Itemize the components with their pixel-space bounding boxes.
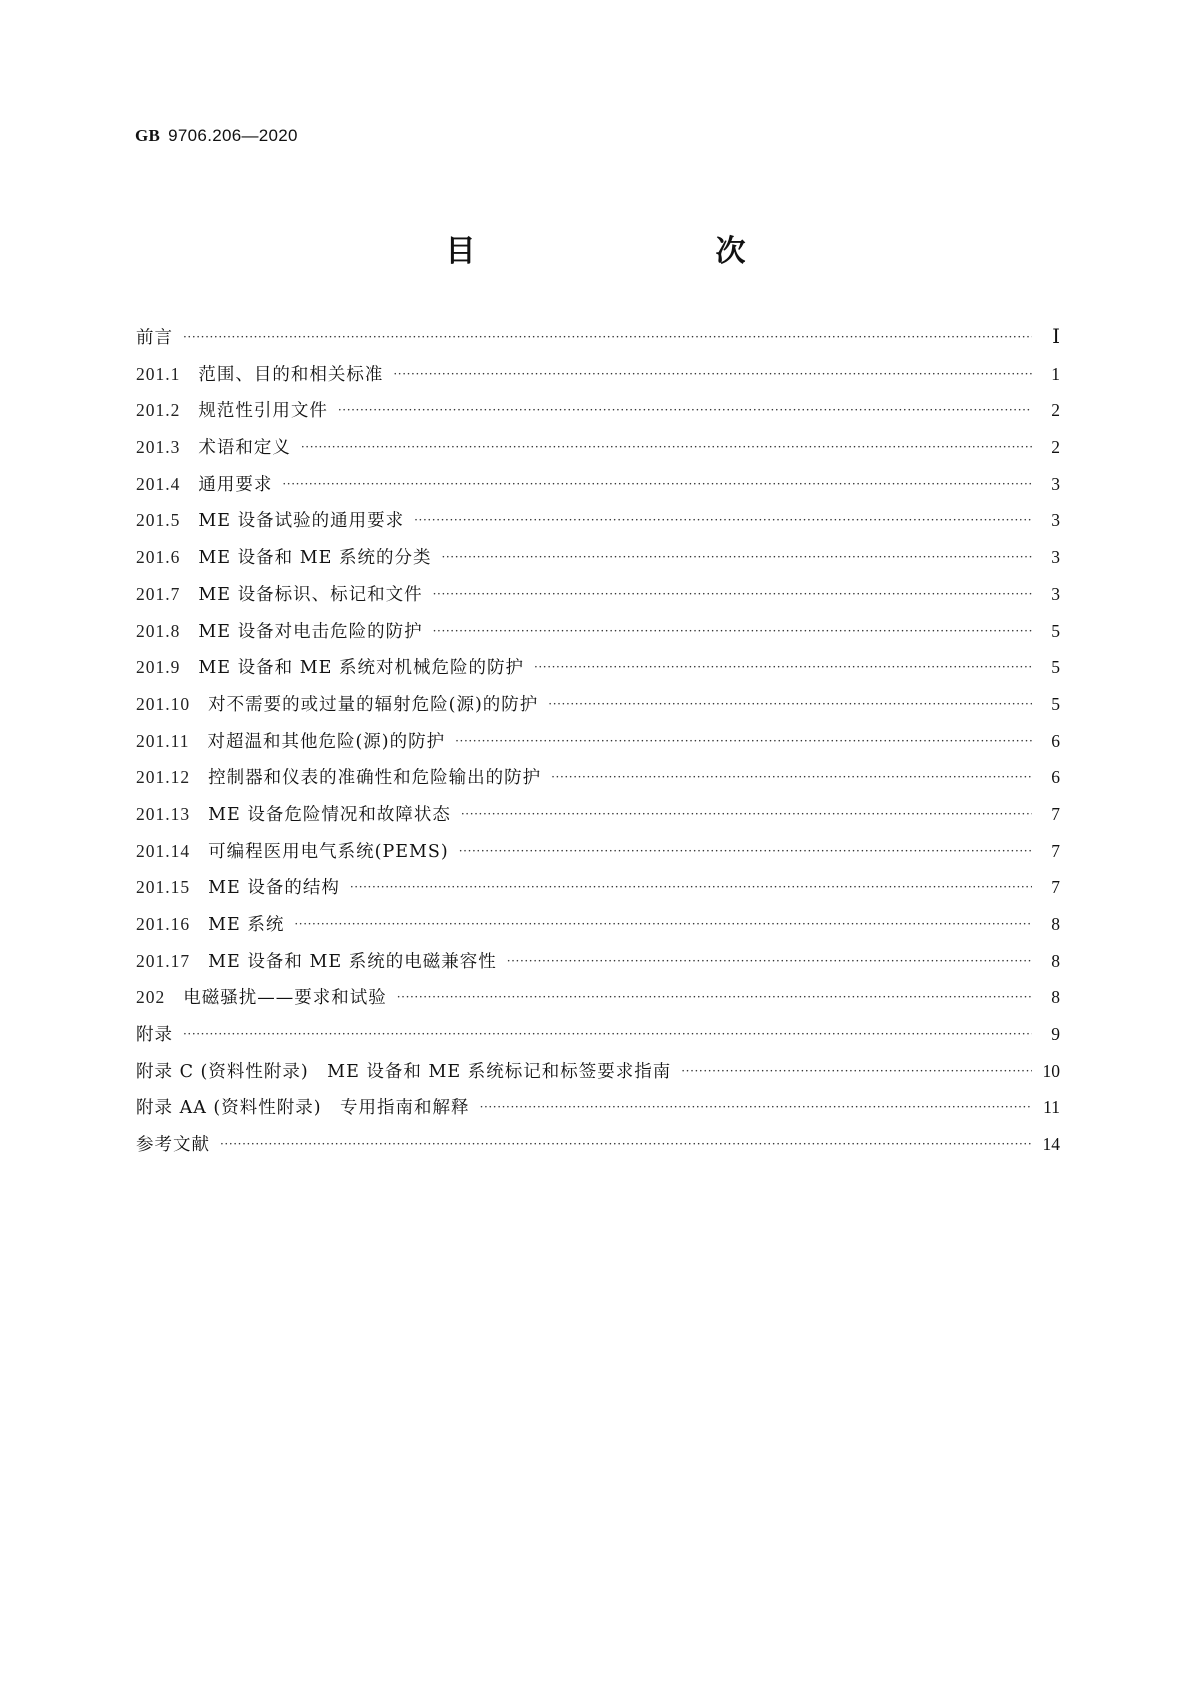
- toc-entry-page: 11: [1043, 1097, 1060, 1118]
- toc-entry[interactable]: [136, 1058, 1060, 1095]
- toc-entry-number: 202: [136, 987, 166, 1008]
- toc-entry-page: 7: [1051, 803, 1060, 824]
- toc-entry[interactable]: [136, 654, 1060, 691]
- toc-entry[interactable]: [136, 434, 1060, 471]
- toc-entry[interactable]: [136, 1021, 1060, 1058]
- toc-dot-leader: [433, 587, 1032, 601]
- toc-entry[interactable]: [136, 874, 1060, 911]
- toc-entry-title: 控制器和仪表的准确性和危险输出的防护: [208, 768, 542, 789]
- toc-entry-number: 201.3: [136, 437, 181, 458]
- toc-dot-leader: [350, 880, 1032, 894]
- toc-entry-page: 5: [1051, 693, 1060, 714]
- toc-entry-page: 2: [1051, 400, 1060, 421]
- toc-entry-page: 5: [1051, 657, 1060, 678]
- toc-entry[interactable]: [136, 544, 1060, 581]
- toc-entry-number: 201.5: [136, 510, 181, 531]
- toc-entry[interactable]: [136, 471, 1060, 508]
- toc-entry-page: 5: [1051, 620, 1060, 641]
- toc-entry[interactable]: [136, 728, 1060, 765]
- toc-dot-leader: [183, 330, 1032, 344]
- toc-entry[interactable]: [136, 691, 1060, 728]
- toc-entry-page: 8: [1051, 987, 1060, 1008]
- toc-entry-page: 3: [1051, 473, 1060, 494]
- toc-entry-number: 201.1: [136, 363, 181, 384]
- toc-entry-page: 6: [1051, 730, 1060, 751]
- toc-dot-leader: [338, 403, 1032, 417]
- toc-entry-number: 201.6: [136, 547, 181, 568]
- toc-entry[interactable]: [136, 911, 1060, 948]
- toc-entry-number: 201.15: [136, 877, 191, 898]
- toc-entry-page: 1: [1051, 363, 1060, 384]
- toc-entry[interactable]: [136, 764, 1060, 801]
- toc-dot-leader: [480, 1100, 1032, 1114]
- toc-dot-leader: [681, 1064, 1032, 1078]
- toc-entry-page: 2: [1051, 437, 1060, 458]
- toc-entry-title: ME 设备标识、标记和文件: [198, 584, 423, 605]
- toc-entry-number: 201.4: [136, 473, 181, 494]
- toc-dot-leader: [455, 734, 1032, 748]
- toc-entry-title: 术语和定义: [198, 438, 291, 459]
- toc-entry-page: 10: [1042, 1060, 1060, 1081]
- toc-entry-number: 201.10: [136, 693, 191, 714]
- toc-entry-number: 201.8: [136, 620, 181, 641]
- toc-entry-number: 201.16: [136, 914, 191, 934]
- toc-entry-title: ME 设备和 ME 系统的分类: [198, 548, 432, 569]
- toc-entry-page: 6: [1051, 767, 1060, 788]
- toc-entry-title: ME 设备和 ME 系统的电磁兼容性: [208, 951, 497, 972]
- toc-entry-page: 3: [1051, 583, 1060, 604]
- toc-entry-number: 201.14: [136, 840, 191, 861]
- toc-entry-number: 201.7: [136, 583, 181, 604]
- toc-entry[interactable]: [136, 1094, 1060, 1131]
- toc-entry[interactable]: [136, 838, 1060, 875]
- toc-entry[interactable]: [136, 324, 1060, 361]
- standard-prefix: GB: [135, 126, 161, 145]
- toc-dot-leader: [441, 550, 1032, 564]
- toc-entry-page: 8: [1051, 950, 1060, 971]
- toc-entry-page: 8: [1051, 914, 1060, 934]
- toc-entry-number: 201.9: [136, 657, 181, 678]
- toc-entry-page: Ⅰ: [1052, 326, 1060, 348]
- toc-dot-leader: [534, 660, 1032, 674]
- toc-entry[interactable]: [136, 948, 1060, 985]
- toc-entry[interactable]: [136, 397, 1060, 434]
- toc-dot-leader: [459, 844, 1032, 858]
- toc-entry-title: 对超温和其他危险(源)的防护: [207, 731, 446, 752]
- toc-entry-page: 7: [1051, 840, 1060, 861]
- standard-number: [135, 126, 298, 146]
- toc-dot-leader: [551, 770, 1032, 784]
- toc-entry-number: 201.13: [136, 803, 191, 824]
- toc-dot-leader: [301, 440, 1032, 454]
- table-of-contents: [136, 324, 1060, 1168]
- toc-entry-page: 14: [1042, 1134, 1060, 1155]
- toc-dot-leader: [183, 1027, 1032, 1041]
- toc-entry-title: ME 设备对电击危险的防护: [198, 621, 423, 642]
- toc-entry-title: 对不需要的或过量的辐射危险(源)的防护: [208, 694, 539, 715]
- toc-entry[interactable]: [136, 507, 1060, 544]
- toc-dot-leader: [433, 624, 1032, 638]
- standard-code: 9706.206—2020: [168, 126, 298, 145]
- toc-entry-title: 附录: [136, 1025, 173, 1046]
- toc-entry-page: 7: [1051, 877, 1060, 898]
- toc-dot-leader: [294, 917, 1032, 931]
- toc-entry[interactable]: [136, 581, 1060, 618]
- toc-entry-title: 范围、目的和相关标准: [198, 364, 384, 385]
- toc-dot-leader: [282, 477, 1032, 491]
- toc-entry-page: 3: [1051, 547, 1060, 568]
- toc-entry-title: 可编程医用电气系统(PEMS): [208, 841, 449, 862]
- toc-entry-title: 附录 AA (资料性附录) 专用指南和解释: [136, 1098, 470, 1119]
- toc-entry-number: 201.11: [136, 730, 190, 751]
- toc-entry-title: 电磁骚扰——要求和试验: [183, 988, 387, 1009]
- toc-entry-title: 规范性引用文件: [198, 401, 328, 422]
- toc-dot-leader: [397, 990, 1032, 1004]
- toc-entry[interactable]: [136, 984, 1060, 1021]
- toc-entry-title: 参考文献: [136, 1135, 210, 1156]
- toc-dot-leader: [507, 954, 1032, 968]
- toc-dot-leader: [461, 807, 1032, 821]
- toc-dot-leader: [414, 513, 1032, 527]
- toc-entry-number: 201.12: [136, 767, 191, 788]
- toc-entry[interactable]: [136, 361, 1060, 398]
- toc-entry-title: ME 设备的结构: [208, 878, 340, 899]
- page-title: 目 次: [445, 234, 806, 269]
- toc-entry-title: ME 设备和 ME 系统对机械危险的防护: [198, 658, 524, 679]
- toc-entry-title: 附录 C (资料性附录) ME 设备和 ME 系统标记和标签要求指南: [136, 1061, 672, 1082]
- toc-entry-number: 201.2: [136, 400, 181, 421]
- toc-entry[interactable]: [136, 618, 1060, 655]
- toc-entry-title: ME 系统: [208, 915, 285, 935]
- toc-entry[interactable]: [136, 1131, 1060, 1168]
- toc-entry-number: 201.17: [136, 950, 191, 971]
- toc-dot-leader: [220, 1137, 1032, 1151]
- toc-entry-title: 前言: [136, 328, 173, 348]
- toc-entry-page: 9: [1051, 1024, 1060, 1045]
- toc-entry-page: 3: [1051, 510, 1060, 531]
- toc-entry-title: ME 设备试验的通用要求: [198, 511, 405, 532]
- toc-entry[interactable]: [136, 801, 1060, 838]
- toc-dot-leader: [548, 697, 1032, 711]
- toc-dot-leader: [393, 367, 1032, 381]
- toc-entry-title: 通用要求: [198, 474, 273, 495]
- toc-entry-title: ME 设备危险情况和故障状态: [208, 804, 451, 825]
